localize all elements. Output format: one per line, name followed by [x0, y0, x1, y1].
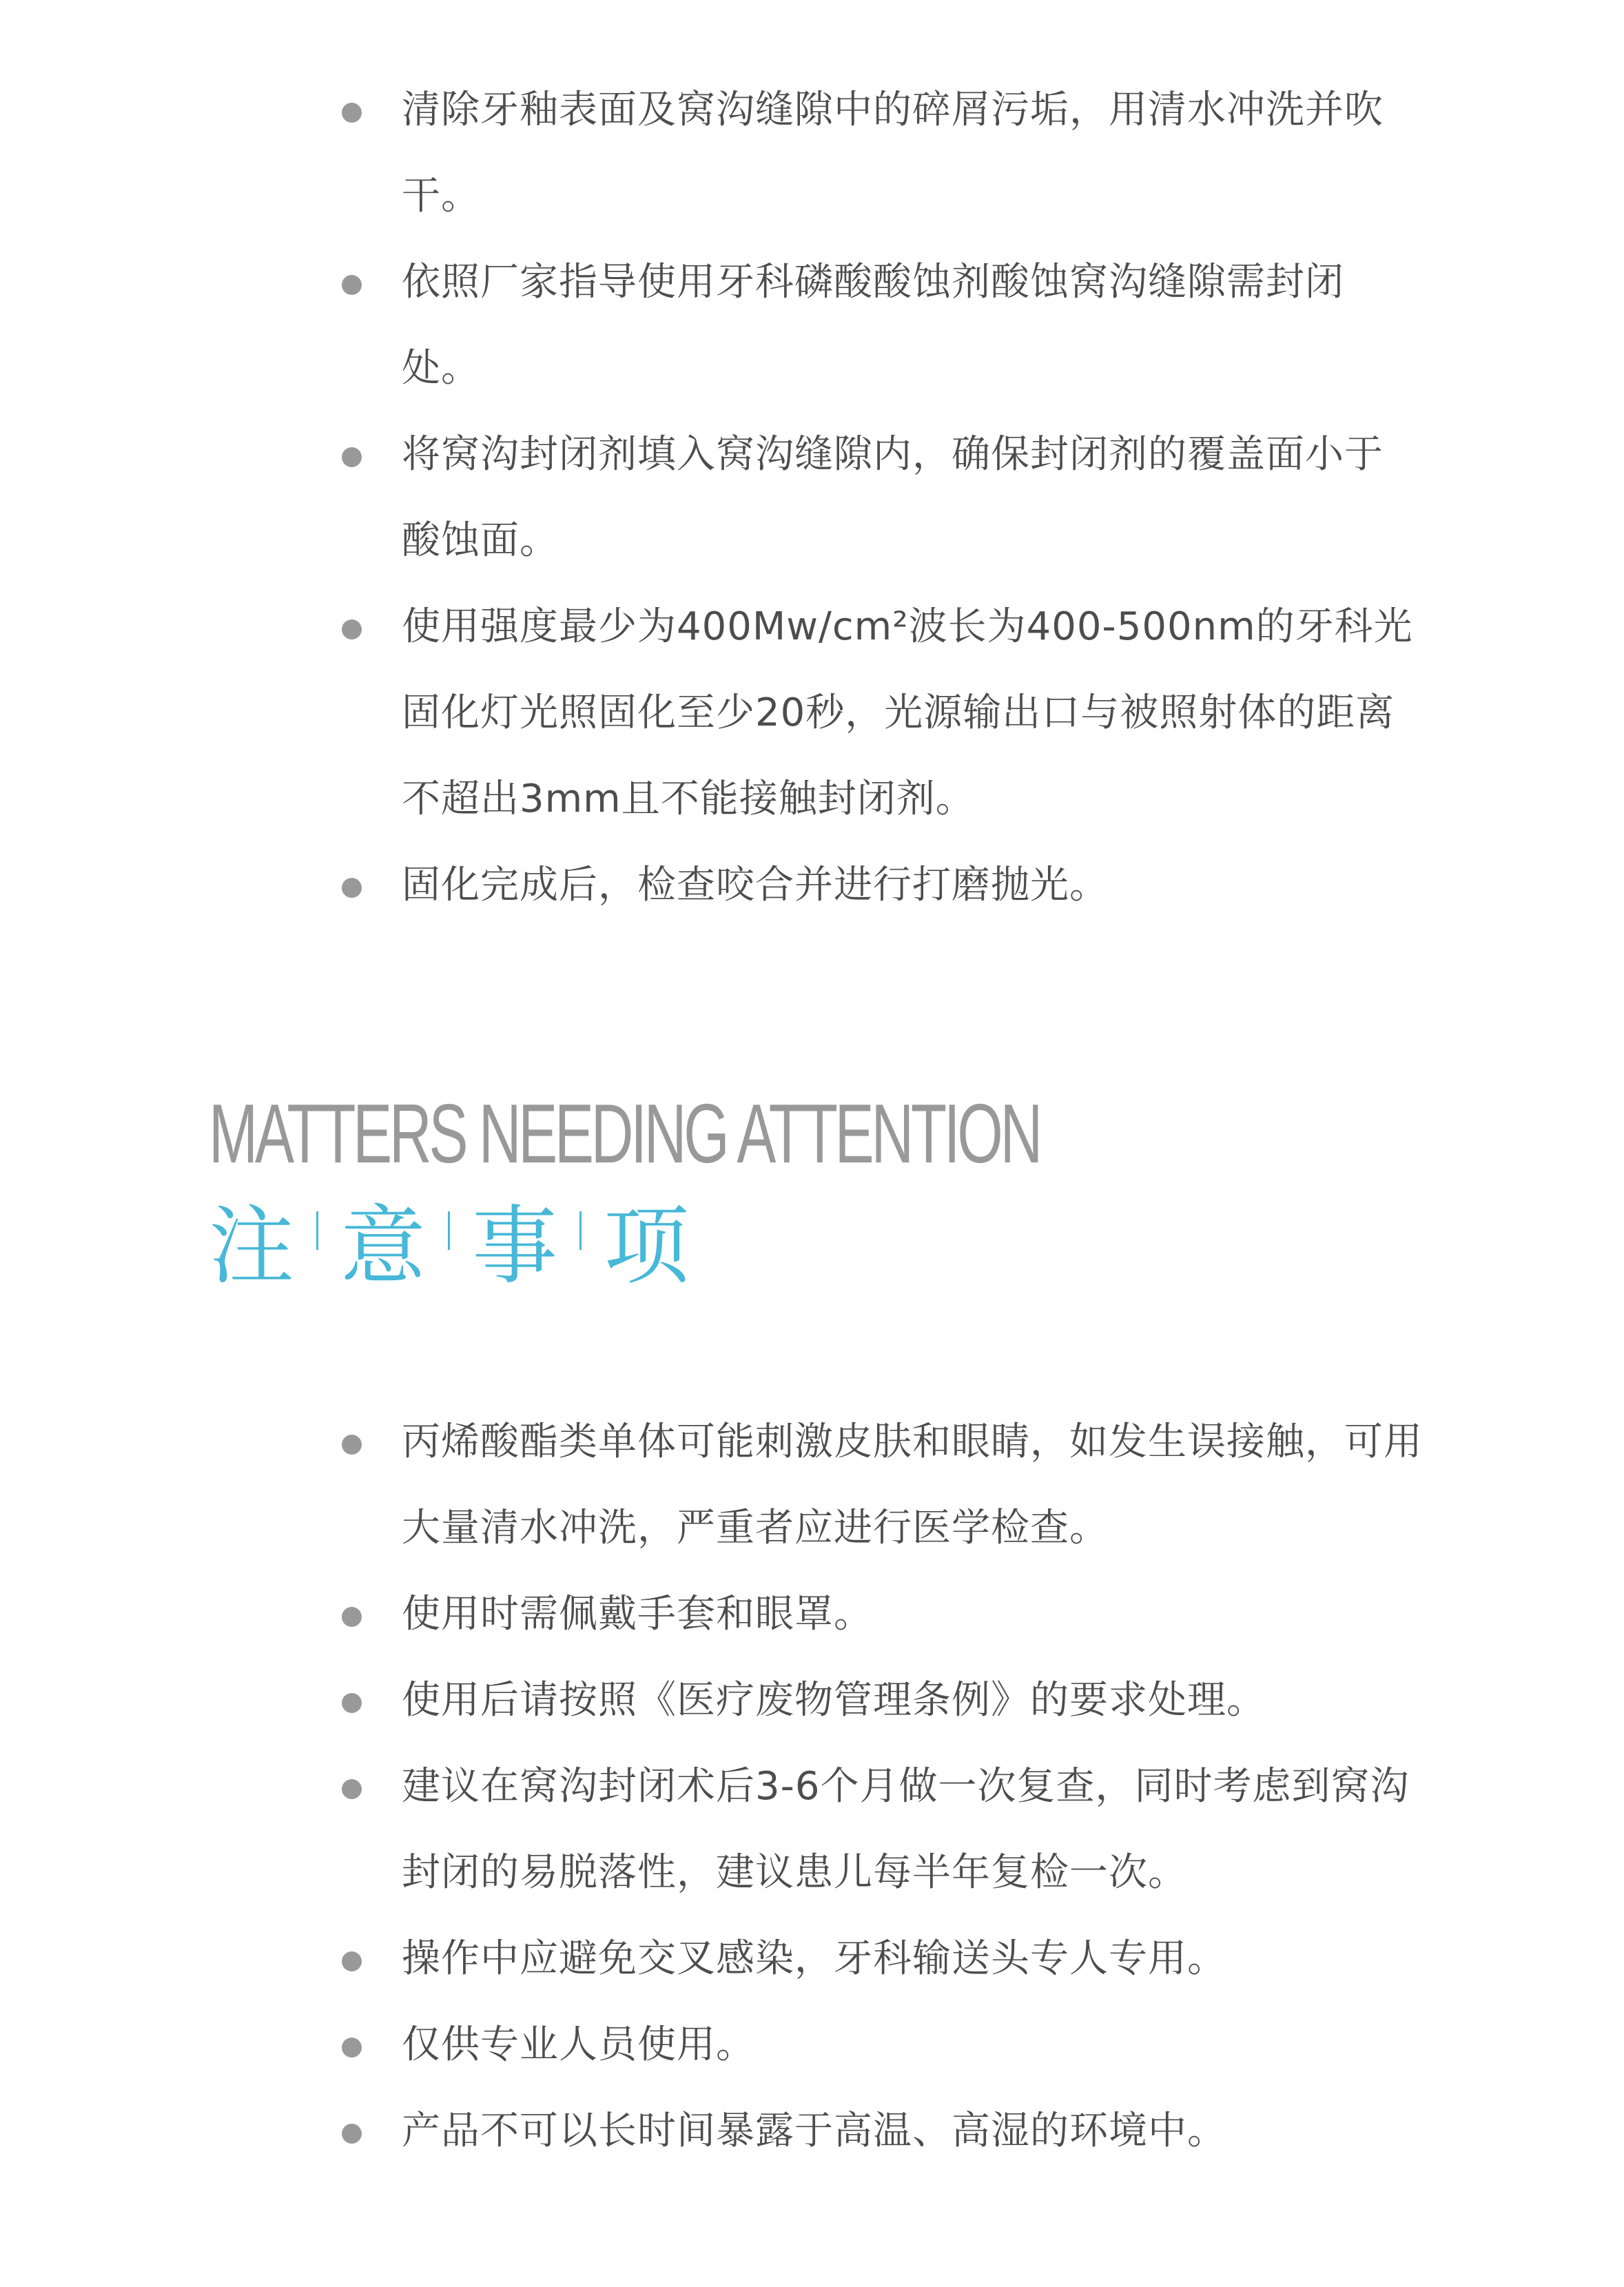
section-title-chinese [209, 1195, 1396, 1298]
list-item [331, 2088, 1433, 2174]
bullet-dot-icon [342, 878, 362, 898]
list-item-text: 清除牙釉表面及窝沟缝隙中的碎屑污垢，用清水冲洗并吹干。 [402, 88, 1384, 218]
section-title-english: MATTERS NEEDING ATTENTION [209, 1087, 1040, 1180]
section-title-char: 注 [209, 1197, 295, 1296]
list-item-text: 操作中应避免交叉感染，牙科输送头专人专用。 [402, 1936, 1226, 1981]
list-item [331, 1571, 1433, 1657]
bullet-dot-icon [342, 619, 362, 639]
bullet-dot-icon [342, 1435, 362, 1455]
list-item [331, 67, 1419, 239]
bullet-dot-icon [342, 1607, 362, 1627]
list-item-text: 建议在窝沟封闭术后3-6个月做一次复查，同时考虑到窝沟封闭的易脱落性，建议患儿每半年复检一次。 [402, 1764, 1410, 1895]
list-item-text: 丙烯酸酯类单体可能刺激皮肤和眼睛，如发生误接触，可用大量清水冲洗，严重者应进行医学检查。 [402, 1419, 1423, 1550]
list-item-text: 仅供专业人员使用。 [402, 2022, 755, 2067]
precautions-list [331, 1399, 1433, 2174]
list-item [331, 1399, 1433, 1571]
section-heading [209, 1082, 1396, 1298]
section-title-char: 事 [472, 1197, 558, 1296]
list-item [331, 1916, 1433, 2002]
title-divider [316, 1211, 318, 1250]
list-item [331, 584, 1419, 842]
list-item [331, 1743, 1433, 1916]
list-item [331, 1657, 1433, 1743]
list-item [331, 842, 1419, 928]
list-item-text: 产品不可以长时间暴露于高温、高湿的环境中。 [402, 2109, 1226, 2153]
section-title-char: 意 [340, 1197, 426, 1296]
bullet-dot-icon [342, 447, 362, 467]
bullet-dot-icon [342, 1693, 362, 1713]
bullet-dot-icon [342, 2038, 362, 2058]
bullet-dot-icon [342, 1779, 362, 1799]
bullet-dot-icon [342, 1951, 362, 1971]
title-divider [579, 1211, 582, 1250]
list-item [331, 239, 1419, 411]
procedure-steps-list [331, 67, 1419, 928]
title-divider [448, 1211, 450, 1250]
list-item-text: 使用强度最少为400Mw/cm²波长为400-500nm的牙科光固化灯光照固化至少20秒，光源输出口与被照射体的距离不超出3mm且不能接触封闭剂。 [402, 604, 1413, 821]
list-item-text: 依照厂家指导使用牙科磷酸酸蚀剂酸蚀窝沟缝隙需封闭处。 [402, 260, 1344, 391]
bullet-dot-icon [342, 275, 362, 295]
list-item-text: 固化完成后，检查咬合并进行打磨抛光。 [402, 863, 1109, 907]
list-item [331, 411, 1419, 584]
list-item-text: 使用后请按照《医疗废物管理条例》的要求处理。 [402, 1678, 1266, 1723]
bullet-dot-icon [342, 103, 362, 123]
list-item [331, 2002, 1433, 2088]
list-item-text: 将窝沟封闭剂填入窝沟缝隙内，确保封闭剂的覆盖面小于酸蚀面。 [402, 432, 1384, 563]
bullet-dot-icon [342, 2124, 362, 2144]
section-title-char: 项 [604, 1197, 690, 1296]
list-item-text: 使用时需佩戴手套和眼罩。 [402, 1592, 873, 1637]
